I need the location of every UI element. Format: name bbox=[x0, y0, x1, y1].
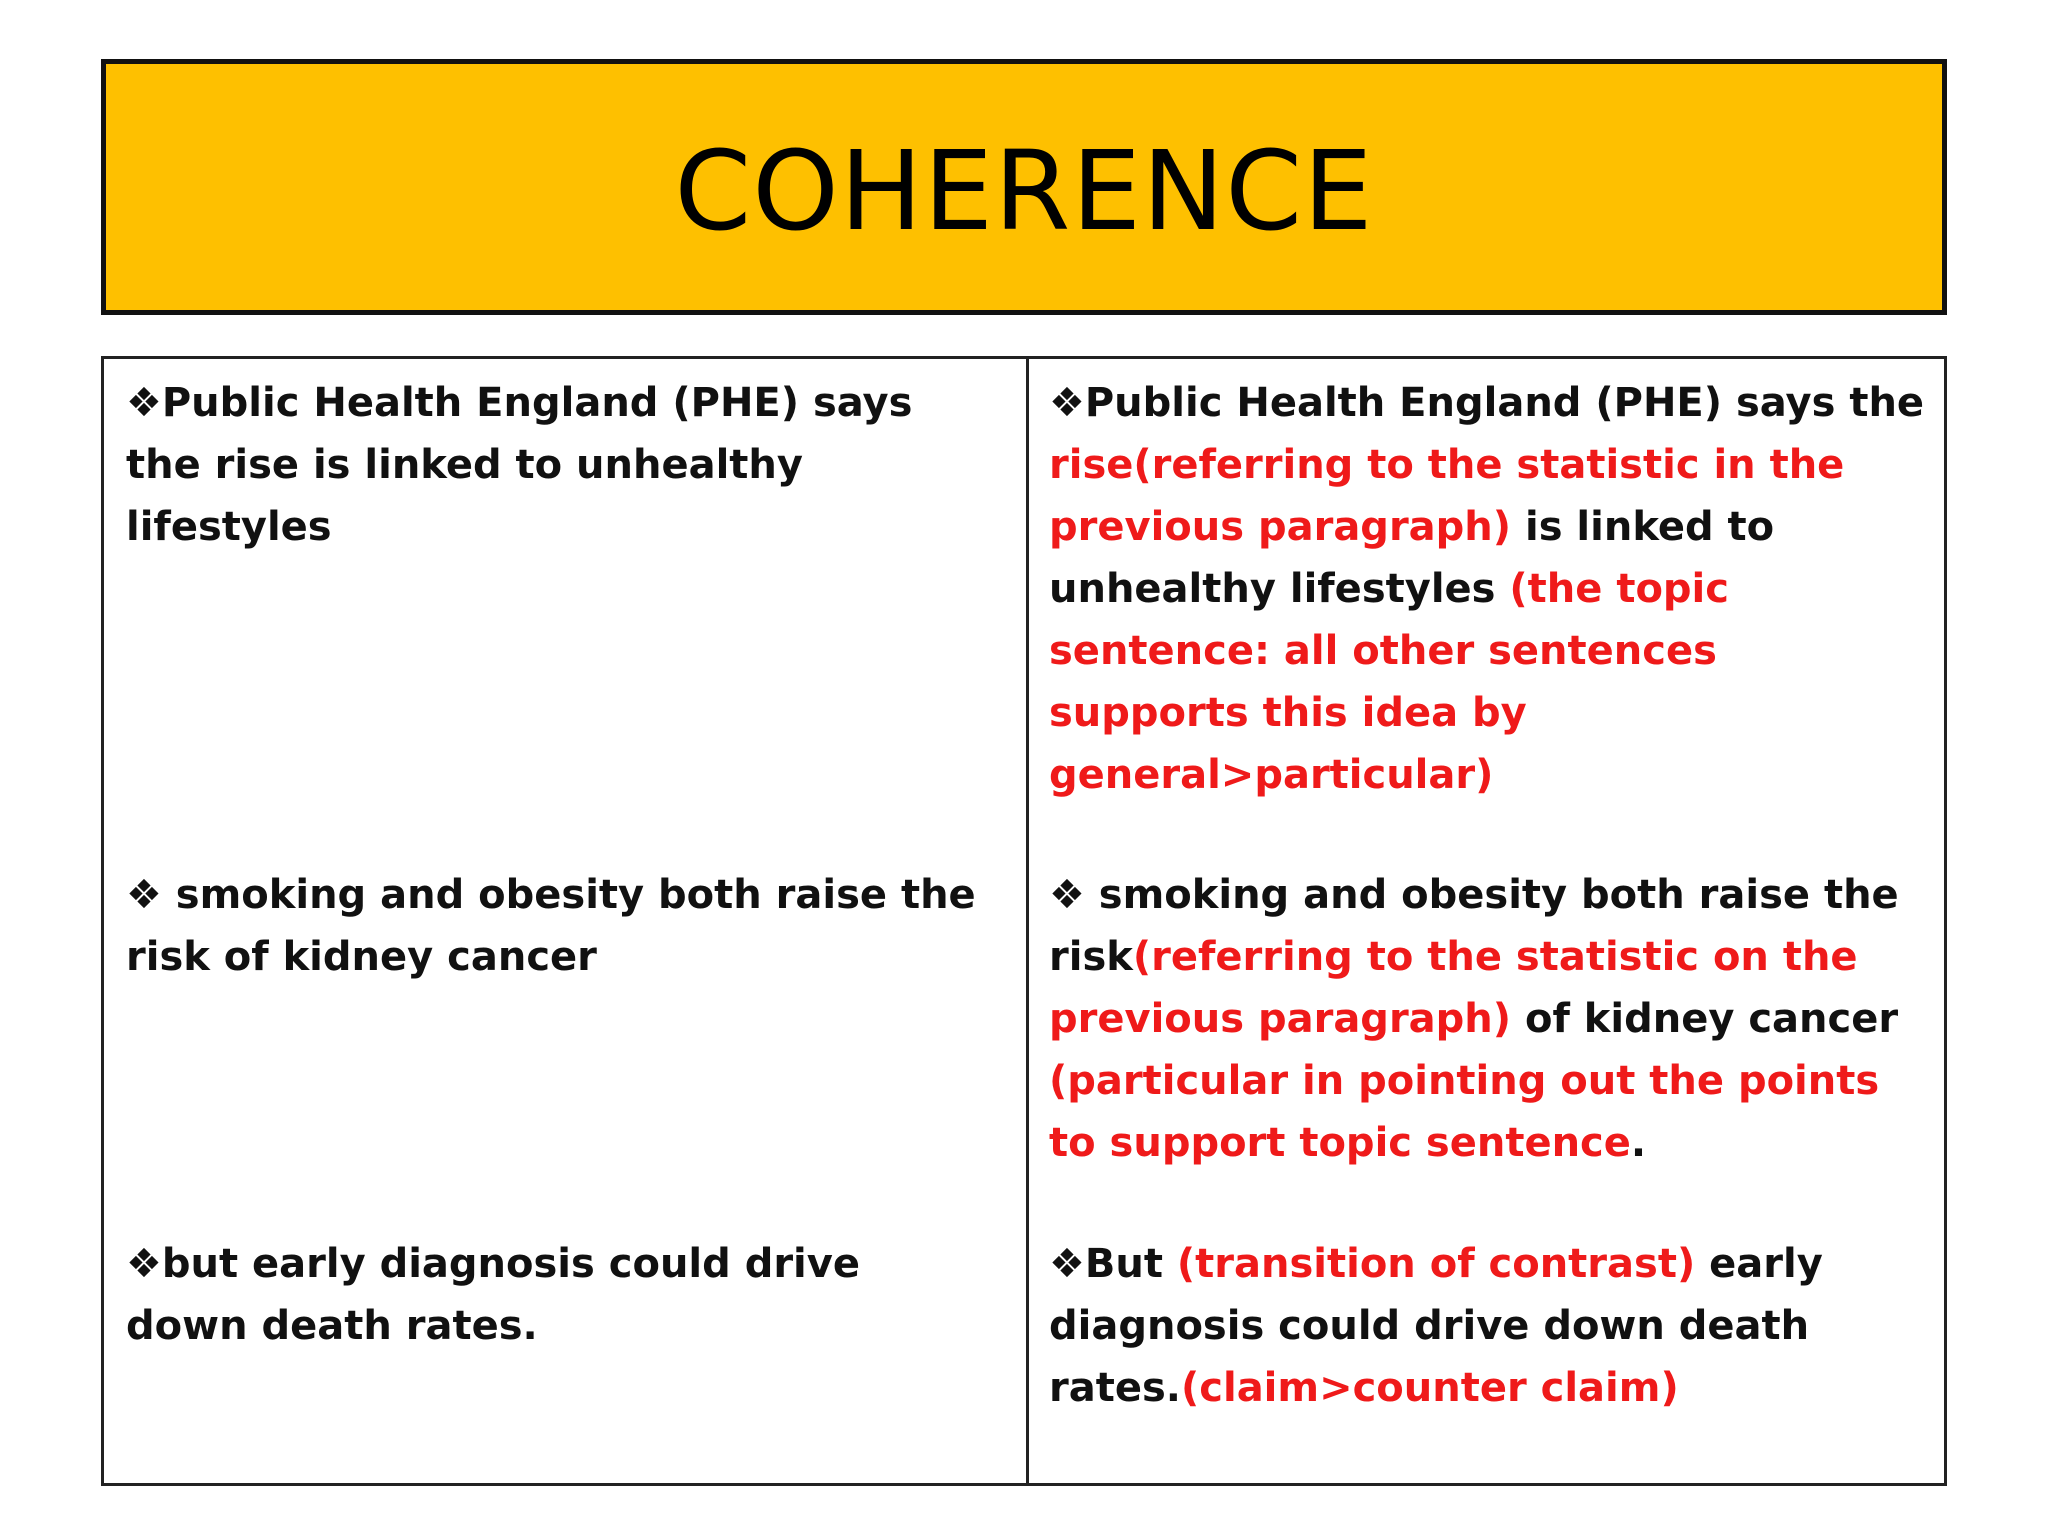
left-p1-text: Public Health England (PHE) says the rise is linked to unhealthy lifestyles bbox=[126, 380, 913, 550]
slide-title: COHERENCE bbox=[674, 127, 1374, 255]
right-p3-annotation-transition: (transition of contrast) bbox=[1176, 1241, 1696, 1287]
right-paragraph-1 bbox=[1049, 372, 1929, 806]
left-paragraph-1 bbox=[126, 372, 986, 558]
right-p3-annotation-claim: (claim>counter claim) bbox=[1180, 1365, 1679, 1411]
right-p1-annotation-rise: rise bbox=[1049, 442, 1134, 488]
comparison-table bbox=[101, 356, 1947, 1486]
right-p1-text-d: is linked to unhealthy lifestyles bbox=[1049, 504, 1775, 612]
right-p1-text-a: Public Health England (PHE) says the bbox=[1084, 380, 1925, 426]
diamond-bullet-icon: ❖ bbox=[1049, 1241, 1085, 1287]
diamond-bullet-icon: ❖ bbox=[126, 380, 162, 426]
column-divider bbox=[1026, 359, 1029, 1483]
left-p2-text: smoking and obesity both raise the risk of kidney cancer bbox=[126, 872, 976, 980]
diamond-bullet-icon: ❖ bbox=[126, 1241, 162, 1287]
right-paragraph-2 bbox=[1049, 864, 1929, 1174]
diamond-bullet-icon: ❖ bbox=[126, 872, 162, 918]
diamond-bullet-icon: ❖ bbox=[1049, 380, 1085, 426]
right-p2-annotation-reference: (referring to the statistic on the previous paragraph) bbox=[1049, 934, 1858, 1042]
right-p3-text-c: early diagnosis could drive down death rates. bbox=[1049, 1241, 1823, 1411]
right-p2-text-a: smoking and obesity both raise the risk bbox=[1049, 872, 1899, 980]
right-p1-annotation-topic: (the topic sentence: all other sentences supports this idea by general>particular) bbox=[1049, 566, 1729, 798]
left-p3-text: but early diagnosis could drive down death rates. bbox=[126, 1241, 860, 1349]
right-p2-text-c: of kidney cancer bbox=[1511, 996, 1899, 1042]
right-p3-text-a: But bbox=[1084, 1241, 1177, 1287]
diamond-bullet-icon: ❖ bbox=[1049, 872, 1085, 918]
right-p2-annotation-particular: (particular in pointing out the points to support topic sentence bbox=[1049, 1058, 1880, 1166]
left-paragraph-2 bbox=[126, 864, 986, 988]
right-paragraph-3 bbox=[1049, 1233, 1929, 1419]
title-banner bbox=[101, 59, 1947, 315]
right-p1-annotation-reference: (referring to the statistic in the previous paragraph) bbox=[1049, 442, 1845, 550]
right-p2-text-e: . bbox=[1630, 1120, 1647, 1166]
left-paragraph-3 bbox=[126, 1233, 986, 1357]
